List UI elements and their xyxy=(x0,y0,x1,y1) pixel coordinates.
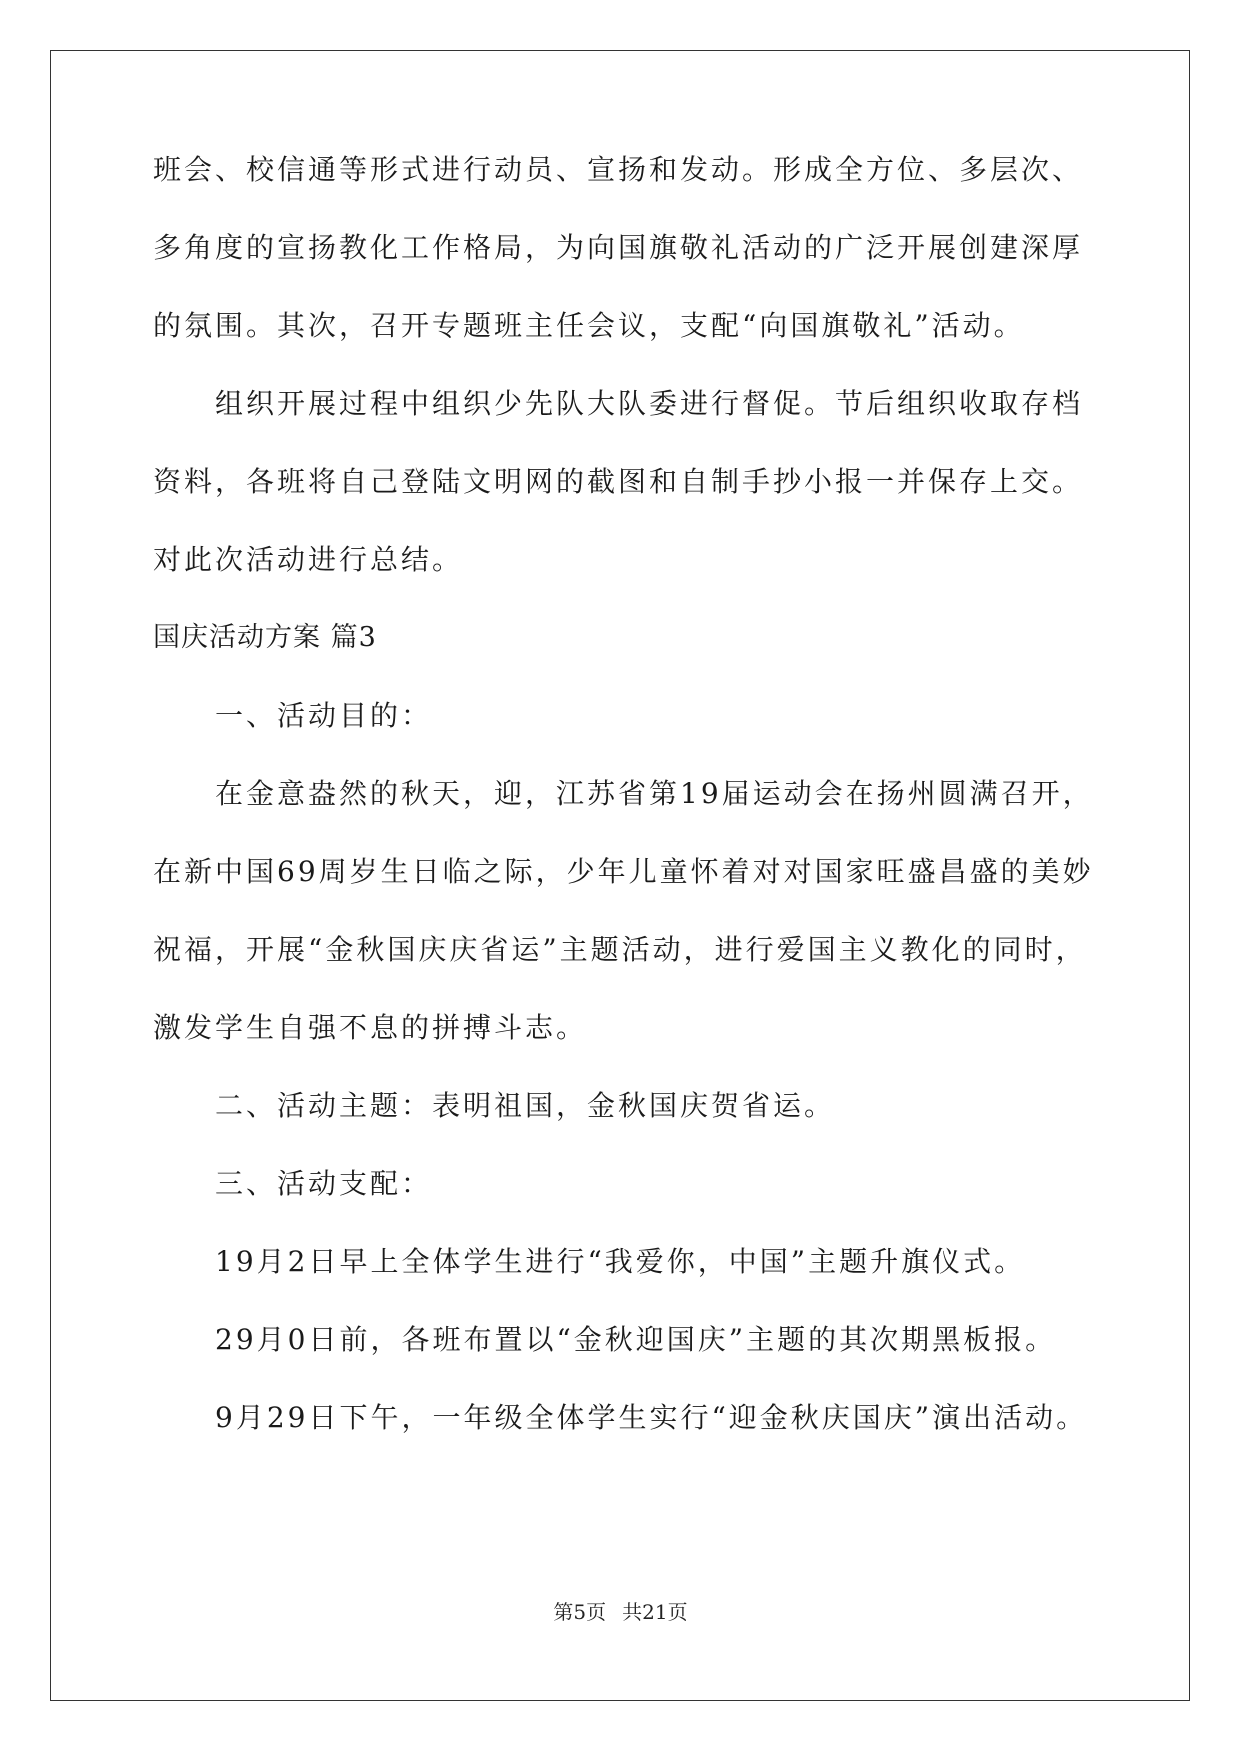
paragraph-line: 祝福，开展“金秋国庆庆省运”主题活动，进行爱国主义教化的同时， xyxy=(153,933,1087,966)
page-number: 第5页 xyxy=(553,1600,607,1624)
paragraph-line: 一、活动目的： xyxy=(215,699,433,732)
paragraph-line: 资料，各班将自己登陆文明网的截图和自制手抄小报一并保存上交。 xyxy=(153,465,1084,498)
paragraph-line: 组织开展过程中组织少先队大队委进行督促。节后组织收取存档 xyxy=(215,387,1084,420)
paragraph-line: 9月29日下午，一年级全体学生实行“迎金秋庆国庆”演出活动。 xyxy=(215,1401,1088,1434)
paragraph-line: 班会、校信通等形式进行动员、宣扬和发动。形成全方位、多层次、 xyxy=(153,153,1084,186)
paragraph-line: 激发学生自强不息的拼搏斗志。 xyxy=(153,1011,588,1044)
page-footer xyxy=(0,1596,1241,1625)
paragraph-line: 在新中国69周岁生日临之际，少年儿童怀着对对国家旺盛昌盛的美妙 xyxy=(153,855,1094,888)
paragraph-line: 29月0日前，各班布置以“金秋迎国庆”主题的其次期黑板报。 xyxy=(215,1323,1057,1356)
page-total: 共21页 xyxy=(622,1600,688,1624)
paragraph-line: 19月2日早上全体学生进行“我爱你，中国”主题升旗仪式。 xyxy=(215,1245,1026,1278)
paragraph-line: 二、活动主题：表明祖国，金秋国庆贺省运。 xyxy=(215,1089,836,1122)
section-heading: 国庆活动方案 篇3 xyxy=(153,622,377,653)
paragraph-line: 对此次活动进行总结。 xyxy=(153,543,464,576)
paragraph-line: 在金意盎然的秋天，迎，江苏省第19届运动会在扬州圆满召开， xyxy=(215,777,1094,810)
paragraph-line: 的氛围。其次，召开专题班主任会议，支配“向国旗敬礼”活动。 xyxy=(153,309,1025,342)
paragraph-line: 三、活动支配： xyxy=(215,1167,433,1200)
paragraph-line: 多角度的宣扬教化工作格局，为向国旗敬礼活动的广泛开展创建深厚 xyxy=(153,231,1084,264)
